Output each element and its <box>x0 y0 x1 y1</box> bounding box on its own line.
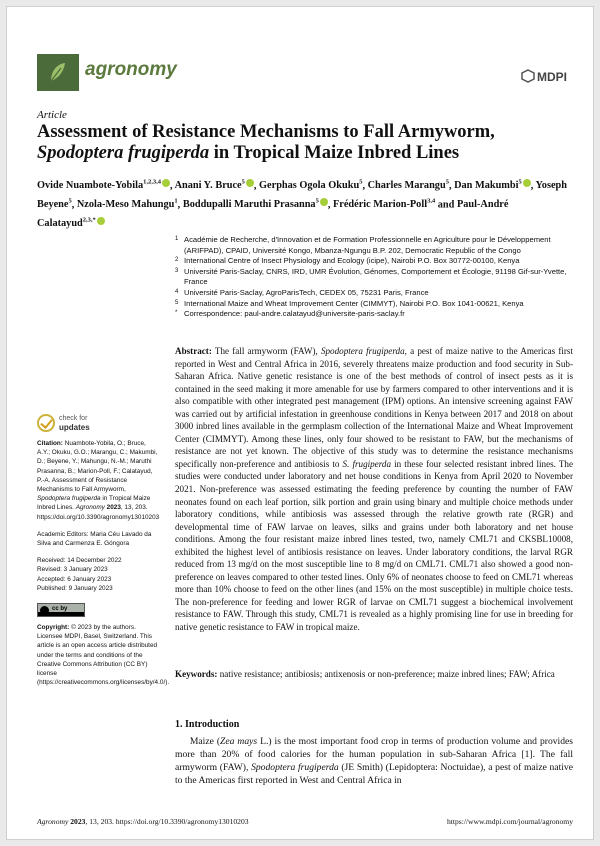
author[interactable] <box>77 199 178 210</box>
keywords-text: native resistance; antibiosis; antixenosis or non-preference; maize inbred lines; FAW; Africa <box>217 669 555 679</box>
author-and: and <box>437 199 457 211</box>
author[interactable] <box>368 180 449 191</box>
author[interactable] <box>333 199 435 210</box>
article-type: Article <box>37 109 67 121</box>
intro-species-1: Zea mays <box>220 736 258 747</box>
orcid-icon[interactable] <box>246 179 254 187</box>
author-affil-sup: 5 <box>315 197 319 205</box>
copyright-block <box>37 623 170 687</box>
abstract-species-1: Spodoptera frugiperda <box>320 346 405 356</box>
affiliation-text: International Maize and Wheat Improvement Center (CIMMYT), Nairobi P.O. Box 1041-00621, Kenya <box>184 298 524 308</box>
article-page <box>6 6 594 840</box>
author-name: Gerphas Ogola Okuku <box>259 180 360 192</box>
check-updates-line1: check for <box>59 415 88 422</box>
date-revised: Revised: 3 January 2023 <box>37 566 108 574</box>
author-name: Ovide Nuambote-Yobila <box>37 180 144 192</box>
author-affil-sup: 2,3,* <box>82 216 96 224</box>
abstract <box>175 345 573 634</box>
author-name: Frédéric Marion-Poll <box>332 199 428 211</box>
affiliation-item <box>175 256 575 267</box>
author[interactable] <box>37 180 170 191</box>
abstract-text-3: in these four selected resistant inbred lines. The studies were conducted under laboratory and net house conditions in Kenya from April 2020 to November 2021. Non-preference was assessed estimating the feeding preference by counting the number of FAW neonates found on each leaf portion, silk portion and grain using binary and multiple choice methods under laboratory conditions, while antibiosis was assessed through the relative growth rate (RGR) and developmental time of FAW larvae on leaves, silks and grains under both laboratory and net house conditions. Among the four resistant maize inbred lines tested, two, namely CML71 and CKSBL10008, exhibited the highest level of antibiosis resistance on leaves. Under laboratory conditions, the larval RGR reduced from 13 mg/d on the most susceptible line to 8 mg/d on CML71. CML71 also showed a good non-preference on leaves compared to other tested lines. Only 6% of neonates choose to feed on CML71 whereas more than 10% choose to feed on the other lines (and 15% on the most susceptible) in multiple choice tests. The non-preference for feeding and lower RGR of larvae on CML71 suggest a biochemical involvement resistance to FAW. Through this study, CML71 is revealed as a highly promising line for use in breeding for native genetic resistance to FAW in tropical maize. <box>175 458 574 633</box>
citation-year: 2023 <box>104 504 121 512</box>
author-name: Nzola-Meso Mahungu <box>76 199 175 211</box>
author-affil-sup: 3,4 <box>427 197 436 205</box>
article-title <box>37 122 557 164</box>
affiliation-item <box>175 288 575 299</box>
section-heading-introduction: 1. Introduction <box>175 719 240 730</box>
abstract-text-2: , a pest of maize native to the Americas first reported in West and Central Africa in 2016, severely threatens maize production and food security in Sub-Saharan Africa. Native genetic resistance is one of the best methods of control of insect pests as it is contained in the seed making it more amenable for use by farmers compared to other interventions and it is also compatible with other integrated pest management (IPM) options. An intensive screening against FAW was carried out by artificial infestation in greenhouse conditions in Kenya between 2017 and 2018 on about 3000 inbred lines available in the germplasm collection of the International Maize and Wheat Improvement Center (CIMMYT). Among these lines, only four showed to be resistant to FAW, but the mechanisms of resistance are not yet known. The objective of this study was to determine the resistance mechanisms specifically non-preference and antibiosis to <box>175 346 573 469</box>
intro-text-2: L.) is the most important food crop in terms of production volume and provides more than 20% of food calories for the human population in sub-Saharan Africa [1]. The fall armyworm (FAW), <box>175 736 573 773</box>
date-published: Published: 9 January 2023 <box>37 584 113 592</box>
affiliation-text: Académie de Recherche, d'Innovation et de Formation Professionnelle en Agriculture pour le Développement (ARIFPAD), CPAID, Université Kongo, Mbanza-Ngungu B.P. 202, Democratic Republic of the Congo <box>184 235 551 255</box>
author-name: Boddupalli Maruthi Prasanna <box>182 199 316 211</box>
page-footer <box>37 817 573 826</box>
affiliation-number: 5 <box>175 299 179 306</box>
author-affil-sup: 5 <box>445 179 449 186</box>
abstract-label: Abstract: <box>175 346 212 356</box>
affiliation-number: 1 <box>175 236 179 242</box>
abstract-text-1: The fall armyworm (FAW), <box>211 346 321 356</box>
mdpi-hexagon-icon <box>521 69 535 83</box>
orcid-icon[interactable] <box>162 179 170 187</box>
affiliation-item <box>175 267 575 288</box>
author-list: Ovide Nuambote-Yobila$^{1,2,3,4}$ , Anani Y. Bruce$^5$ , Gerphas Ogola Okuku$^5$, Charles Marangu$^5$, Dan Makumbi$^5$ , Yoseph Beyene$^5$, Nzola-Meso Mahungu$^1$, Boddupalli Maruthi Prasanna$^5$ , Frédéric Marion-Poll$^{3,4}$ and Paul-André Calatayud$^{2,3,*}$ <box>37 179 567 230</box>
copyright-label: Copyright: <box>37 624 70 632</box>
check-for-updates-button[interactable] <box>37 414 137 436</box>
abstract-species-2: S. frugiperda <box>342 458 392 469</box>
author[interactable] <box>175 180 254 191</box>
author-name: Charles Marangu <box>367 180 446 192</box>
date-accepted: Accepted: 6 January 2023 <box>37 575 112 583</box>
author[interactable] <box>259 180 362 191</box>
publisher-name: MDPI <box>537 70 567 84</box>
academic-editors: Academic Editors: Maria Céu Lavado da Silva and Carmenza E. Góngora <box>37 530 152 548</box>
publisher-logo[interactable] <box>521 68 571 86</box>
author-name: Yoseph Beyene <box>37 180 567 211</box>
author[interactable] <box>183 199 328 210</box>
date-received: Received: 14 December 2022 <box>37 557 122 565</box>
citation-species: Spodoptera frugiperda <box>37 495 101 503</box>
author-affil-sup: 5 <box>241 179 245 186</box>
affiliation-text: Correspondence: paul-andre.calatayud@universite-paris-saclay.fr <box>184 309 405 319</box>
affiliation-text: Université Paris-Saclay, AgroParisTech, CEDEX 05, 75231 Paris, France <box>184 287 429 297</box>
author-affil-sup: 5 <box>518 179 522 186</box>
cc-by-license-badge[interactable] <box>37 603 85 617</box>
journal-name[interactable]: agronomy <box>85 59 177 80</box>
affiliation-item <box>175 235 575 256</box>
title-line1: Assessment of Resistance Mechanisms to Fall Armyworm, <box>37 122 495 142</box>
footer-journal-url[interactable]: https://www.mdpi.com/journal/agronomy <box>446 817 573 826</box>
footer-year: 2023 <box>68 817 86 826</box>
orcid-icon[interactable] <box>320 198 328 206</box>
introduction-paragraph <box>175 735 573 787</box>
footer-journal: Agronomy <box>37 817 69 826</box>
affiliation-number: 2 <box>175 257 179 264</box>
citation-tail: in Tropical Maize Inbred Lines. <box>37 495 151 512</box>
citation-volume-doi[interactable]: , 13, 203. https://doi.org/10.3390/agronomy13010203 <box>37 504 160 521</box>
affiliation-number: * <box>175 310 178 317</box>
article-sidebar <box>37 439 170 695</box>
citation-block <box>37 439 159 522</box>
author-name: Dan Makumbi <box>454 180 519 192</box>
orcid-icon[interactable] <box>523 179 531 187</box>
copyright-text: © 2023 by the authors. Licensee MDPI, Basel, Switzerland. This article is an open access article distributed under the terms and conditions of the Creative Commons Attribution (CC BY) license (https://creativecommons.org/licenses/by/4.0/). <box>37 624 170 687</box>
journal-logo <box>37 54 79 91</box>
check-updates-line2: updates <box>59 423 90 432</box>
affiliation-item <box>175 309 575 320</box>
citation-text: Nuambote-Yobila, O.; Bruce, A.Y.; Okuku, G.O.; Marangu, C.; Makumbi, D.; Beyene, Y.; Mahungu, N.-M.; Maruthi Prasanna, B.; Marion-Poll, F.; Calatayud, P.-A. Assessment of Resistance Mechanisms to Fall Armyworm, <box>37 440 158 494</box>
author-name: Anani Y. Bruce <box>174 180 242 192</box>
title-rest: in Tropical Maize Inbred Lines <box>209 143 460 163</box>
affiliations <box>175 235 575 320</box>
affiliation-text: Université Paris-Saclay, CNRS, IRD, UMR Évolution, Génomes, Comportement et Écologie, 91198 Gif-sur-Yvette, France <box>184 266 567 287</box>
affiliation-text: International Centre of Insect Physiology and Ecology (icipe), Nairobi P.O. Box 30772-00100, Kenya <box>184 256 520 266</box>
intro-species-2: Spodoptera frugiperda <box>251 762 339 773</box>
author[interactable] <box>454 180 531 191</box>
citation-journal: Agronomy <box>75 504 105 512</box>
orcid-icon[interactable] <box>97 217 105 225</box>
author-affil-sup: 1 <box>174 197 178 205</box>
affiliation-number: 4 <box>175 288 179 295</box>
author-affil-sup: 5 <box>359 179 363 186</box>
keywords-label: Keywords: <box>175 669 218 679</box>
cc-label: cc by <box>52 606 68 613</box>
author-name: Paul-André Calatayud <box>37 199 509 230</box>
check-updates-icon <box>37 414 55 432</box>
intro-text-3: (JE Smith) (Lepidoptera: Noctuidae), a pest of maize native to the Americas first reported in West and Central Africa in <box>175 762 573 786</box>
footer-doi[interactable]: , 13, 203. https://doi.org/10.3390/agronomy13010203 <box>85 817 249 826</box>
author-affil-sup: 1,2,3,4 <box>143 179 161 186</box>
citation-label: Citation: <box>37 440 63 447</box>
affiliation-item <box>175 299 575 310</box>
leaf-icon <box>47 61 67 83</box>
author-affil-sup: 5 <box>68 197 72 205</box>
intro-text-1: Maize ( <box>189 736 221 747</box>
affiliation-number: 3 <box>175 267 179 274</box>
title-species: Spodoptera frugiperda <box>37 143 210 163</box>
keywords <box>175 668 573 681</box>
